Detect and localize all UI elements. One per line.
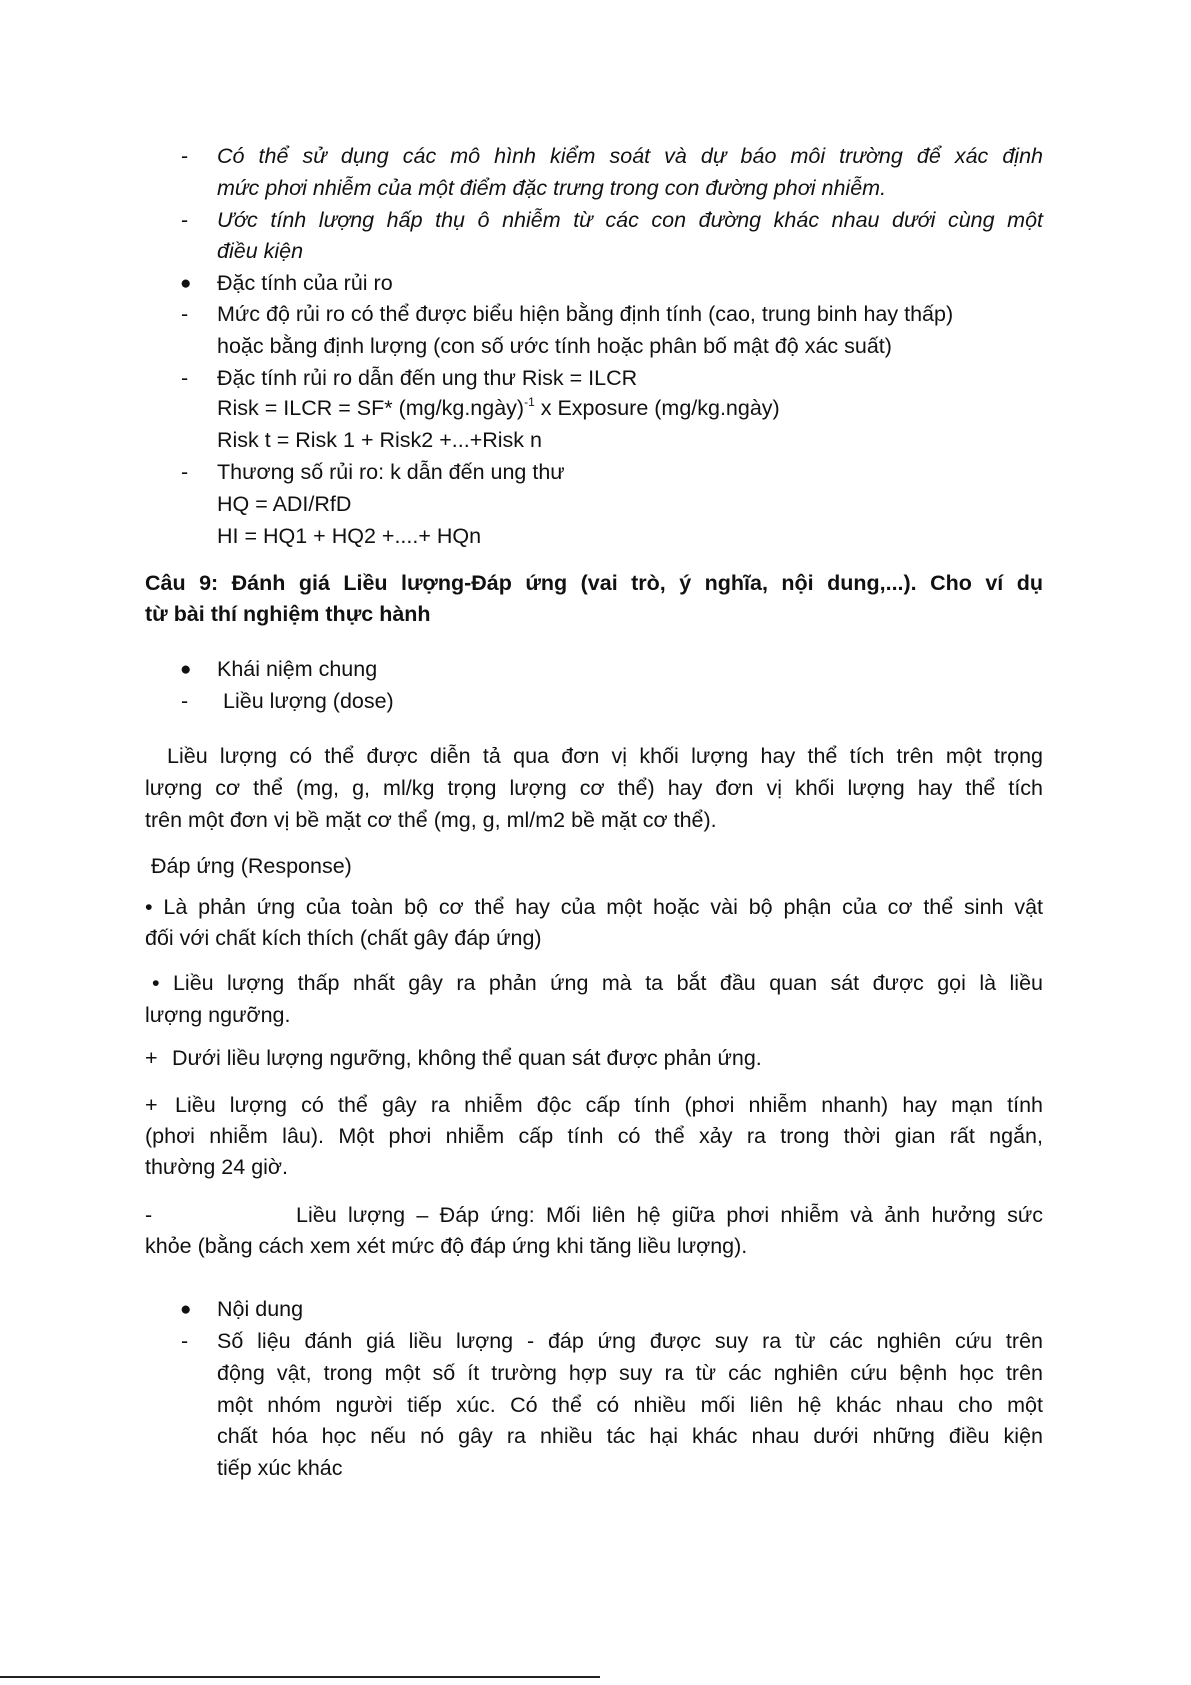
dose-paragraph-line-1: Liều lượng có thể được diễn tả qua đơn vị khối lượng hay thể tích trên một trọng [167,744,1043,768]
formula-total-risk: Risk t = Risk 1 + Risk2 +...+Risk n [217,428,542,452]
content-paragraph-line-4: chất hóa học nếu nó gây ra nhiều tác hại khác nhau dưới những điều kiện [217,1424,1043,1448]
plus-marker: + [145,1093,158,1117]
bullet-marker: ● [180,273,192,294]
general-concept-heading: Khái niệm chung [217,657,378,681]
content-paragraph-line-5: tiếp xúc khác [217,1456,343,1480]
formula-ilcr-tail: x Exposure (mg/kg.ngày) [534,396,780,420]
toxicity-line-3: thường 24 giờ. [145,1155,289,1179]
response-heading: Đáp ứng (Response) [151,854,352,878]
dose-heading: Liều lượng (dose) [223,689,394,713]
formula-ilcr-main: Risk = ILCR = SF* (mg/kg.ngày) [217,396,525,420]
dash-marker: - [181,460,189,484]
italic-item-1-line-2: mức phơi nhiễm của một điểm đặc trưng trong con đường phơi nhiễm. [217,176,887,200]
content-paragraph-line-3: một nhóm người tiếp xúc. Có thể có nhiều mối liên hệ khác nhau cho một [217,1393,1043,1417]
plus-marker: + [145,1046,158,1070]
formula-ilcr [217,393,780,424]
italic-item-1-line-1: Có thể sử dụng các mô hình kiểm soát và dự báo môi trường để xác định [217,144,1043,168]
response-item-2-line-2: lượng ngưỡng. [145,1003,291,1027]
formula-ilcr-superscript: -1 [524,395,535,409]
hazard-quotient-line: Thương số rủi ro: k dẫn đến ung thư [217,460,565,484]
dash-marker: - [181,302,189,326]
dash-marker: - [181,208,189,232]
response-item-1-line-2: đối với chất kích thích (chất gây đáp ứng) [145,926,542,950]
dash-marker: - [181,366,189,390]
dash-marker: - [181,144,189,168]
dash-marker: - [181,1329,189,1353]
response-item-2-line-1: • Liều lượng thấp nhất gây ra phản ứng mà ta bắt đầu quan sát được gọi là liều [152,971,1043,995]
content-paragraph-line-2: động vật, trong một số ít trường hợp suy ra từ các nghiên cứu bệnh học trên [217,1361,1043,1385]
question-9-heading-line-1: Câu 9: Đánh giá Liều lượng-Đáp ứng (vai trò, ý nghĩa, nội dung,...). Cho ví dụ [145,571,1043,595]
bullet-marker: ● [180,659,192,680]
dose-response-relation-line-1: Liều lượng – Đáp ứng: Mối liên hệ giữa phơi nhiễm và ảnh hưởng sức [296,1203,1043,1227]
formula-hq: HQ = ADI/RfD [217,492,352,516]
cancer-risk-line: Đặc tính rủi ro dẫn đến ung thư Risk = ILCR [217,366,638,390]
risk-level-line-2: hoặc bằng định lượng (con số ước tính hoặc phân bố mật độ xác suất) [217,334,892,358]
italic-item-2-line-1: Ước tính lượng hấp thụ ô nhiễm từ các con đường khác nhau dưới cùng một [217,208,1043,232]
question-9-heading-line-2: từ bài thí nghiệm thực hành [145,602,431,626]
dose-response-relation-line-2: khỏe (bằng cách xem xét mức độ đáp ứng khi tăng liều lượng). [145,1234,748,1258]
content-heading: Nội dung [217,1297,304,1321]
page-bottom-divider [0,1676,600,1678]
response-item-1-line-1: • Là phản ứng của toàn bộ cơ thể hay của một hoặc vài bộ phận của cơ thể sinh vật [145,895,1043,919]
risk-characteristic-heading: Đặc tính của rủi ro [217,271,393,295]
dose-paragraph-line-3: trên một đơn vị bề mặt cơ thể (mg, g, ml/m2 bề mặt cơ thể). [145,808,717,832]
dash-marker: - [181,689,189,713]
dose-paragraph-line-2: lượng cơ thể (mg, g, ml/kg trọng lượng cơ thể) hay đơn vị khối lượng hay thể tích [145,776,1043,800]
dash-marker: - [145,1203,153,1227]
formula-hi: HI = HQ1 + HQ2 +....+ HQn [217,524,482,548]
bullet-marker: ● [180,1299,192,1320]
threshold-note: Dưới liều lượng ngưỡng, không thể quan sát được phản ứng. [172,1046,762,1070]
toxicity-line-2: (phơi nhiễm lâu). Một phơi nhiễm cấp tính có thể xảy ra trong thời gian rất ngắn, [145,1124,1043,1148]
risk-level-line-1: Mức độ rủi ro có thể được biểu hiện bằng định tính (cao, trung binh hay thấp) [217,302,954,326]
toxicity-line-1: Liều lượng có thể gây ra nhiễm độc cấp tính (phơi nhiễm nhanh) hay mạn tính [175,1093,1043,1117]
italic-item-2-line-2: điều kiện [217,239,304,263]
content-paragraph-line-1: Số liệu đánh giá liều lượng - đáp ứng được suy ra từ các nghiên cứu trên [217,1329,1043,1353]
